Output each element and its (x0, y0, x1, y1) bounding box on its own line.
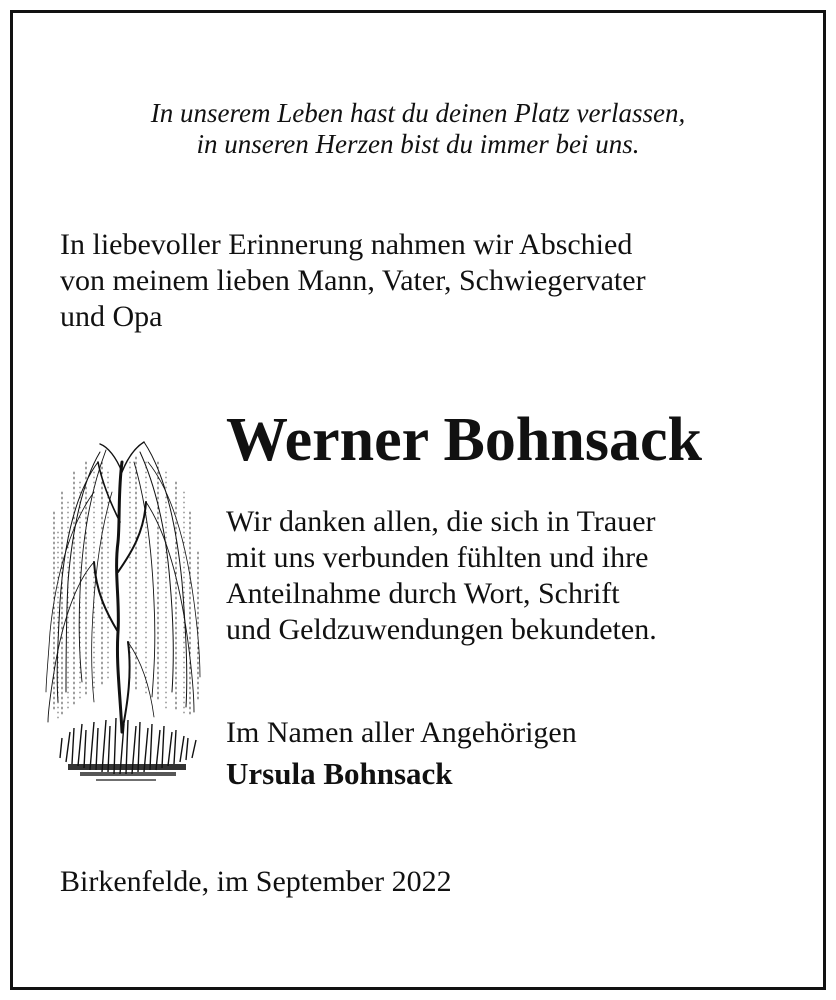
deceased-name: Werner Bohnsack (226, 406, 702, 474)
motto-verse (0, 98, 836, 160)
thanks-line: Anteilnahme durch Wort, Schrift (226, 577, 620, 610)
motto-line: In unserem Leben hast du deinen Platz verlassen, (150, 98, 686, 128)
thanks-text (226, 504, 657, 648)
intro-line: und Opa (60, 300, 163, 333)
weeping-willow-icon (36, 432, 211, 802)
thanks-line: Wir danken allen, die sich in Trauer (226, 505, 656, 538)
thanks-line: und Geldzuwendungen bekundeten. (226, 613, 657, 646)
motto-line: in unseren Herzen bist du immer bei uns. (196, 129, 640, 159)
intro-line: von meinem lieben Mann, Vater, Schwiegervater (60, 264, 646, 297)
place-date: Birkenfelde, im September 2022 (60, 865, 452, 898)
intro-text (60, 227, 800, 335)
thanks-line: mit uns verbunden fühlten und ihre (226, 541, 649, 574)
signoff-text: Im Namen aller Angehörigen (226, 716, 577, 749)
intro-line: In liebevoller Erinnerung nahmen wir Abschied (60, 228, 633, 261)
signer-name: Ursula Bohnsack (226, 756, 453, 791)
